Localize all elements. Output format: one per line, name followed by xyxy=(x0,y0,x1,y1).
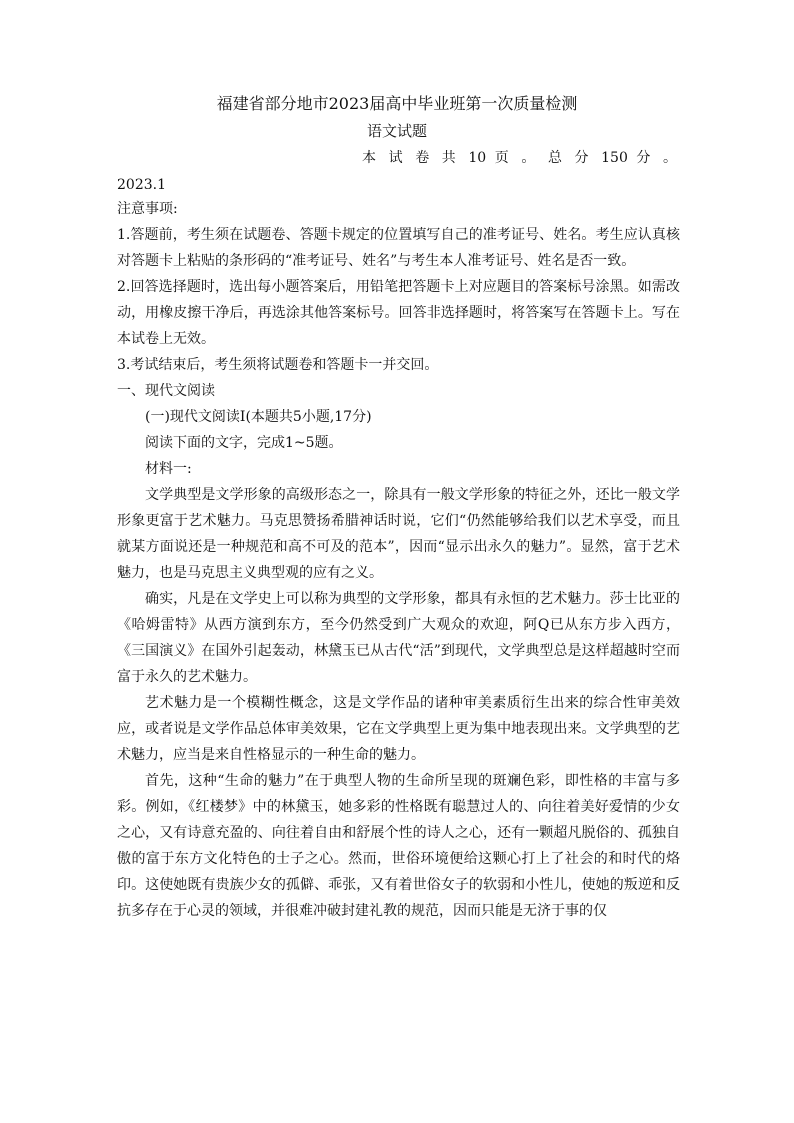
notice-item-2: 2.回答选择题时，选出每小题答案后，用铅笔把答题卡上对应题目的答案标号涂黑。如需改动，用橡皮擦干净后，再选涂其他答案标号。回答非选择题时，将答案写在答题卡上。写在本试卷上无效。 xyxy=(117,279,680,347)
document-body xyxy=(117,174,680,924)
exam-title: 福建省部分地市2023届高中毕业班第一次质量检测 xyxy=(216,94,578,113)
notice-item-1: 1.答题前，考生须在试题卷、答题卡规定的位置填写自己的准考证号、姓名。考生应认真核对答题卡上粘贴的条形码的“准考证号、姓名”与考生本人准考证号、姓名是否一致。 xyxy=(117,227,680,269)
notice-heading: 注意事项: xyxy=(117,201,178,217)
material-label: 材料一: xyxy=(145,461,192,477)
section-sub-heading: (一)现代文阅读Ⅰ(本题共5小题,17分) xyxy=(145,409,372,425)
paragraph-2: 确实，凡是在文学史上可以称为典型的文学形象，都具有永恒的艺术魅力。莎士比亚的《哈姆雷特》从西方演到东方，至今仍然受到广大观众的欢迎，阿Q已从东方步入西方，《三国演义》在国外引起轰动，林黛玉已从古代“活”到现代，文学典型总是这样超越时空而富于永久的艺术魅力。 xyxy=(117,591,680,685)
paragraph-1: 文学典型是文学形象的高级形态之一，除具有一般文学形象的特征之外，还比一般文学形象更富于艺术魅力。马克思赞扬希腊神话时说，它们“仍然能够给我们以艺术享受，而且就某方面说还是一种规范和高不可及的范本”，因而“显示出永久的魅力”。显然，富于艺术魅力，也是马克思主义典型观的应有之义。 xyxy=(117,487,680,581)
exam-info: 本 试 卷 共 10 页 。 总 分 150 分 。 xyxy=(362,150,677,166)
exam-date: 2023.1 xyxy=(117,177,166,193)
section-heading: 一、现代文阅读 xyxy=(117,383,215,399)
paragraph-4: 首先，这种“生命的魅力”在于典型人物的生命所呈现的斑斓色彩，即性格的丰富与多彩。例如，《红楼梦》中的林黛玉，她多彩的性格既有聪慧过人的、向往着美好爱情的少女之心，又有诗意充盈的、向往着自由和舒展个性的诗人之心，还有一颗超凡脱俗的、孤独自傲的富于东方文化特色的士子之心。然而，世俗环境便给这颗心打上了社会的和时代的烙印。这使她既有贵族少女的孤僻、乖张，又有着世俗女子的软弱和小性儿，使她的叛逆和反抗多存在于心灵的领域，并很难冲破封建礼教的规范，因而只能是无济于事的仅 xyxy=(117,773,680,919)
section-instruction: 阅读下面的文字，完成1~5题。 xyxy=(145,435,343,451)
paragraph-3: 艺术魅力是一个模糊性概念，这是文学作品的诸种审美素质衍生出来的综合性审美效应，或者说是文学作品总体审美效果，它在文学典型上更为集中地表现出来。文学典型的艺术魅力，应当是来自性格显示的一种生命的魅力。 xyxy=(117,695,680,763)
exam-subtitle: 语文试题 xyxy=(366,122,427,140)
notice-item-3: 3.考试结束后，考生须将试题卷和答题卡一并交回。 xyxy=(117,357,439,373)
